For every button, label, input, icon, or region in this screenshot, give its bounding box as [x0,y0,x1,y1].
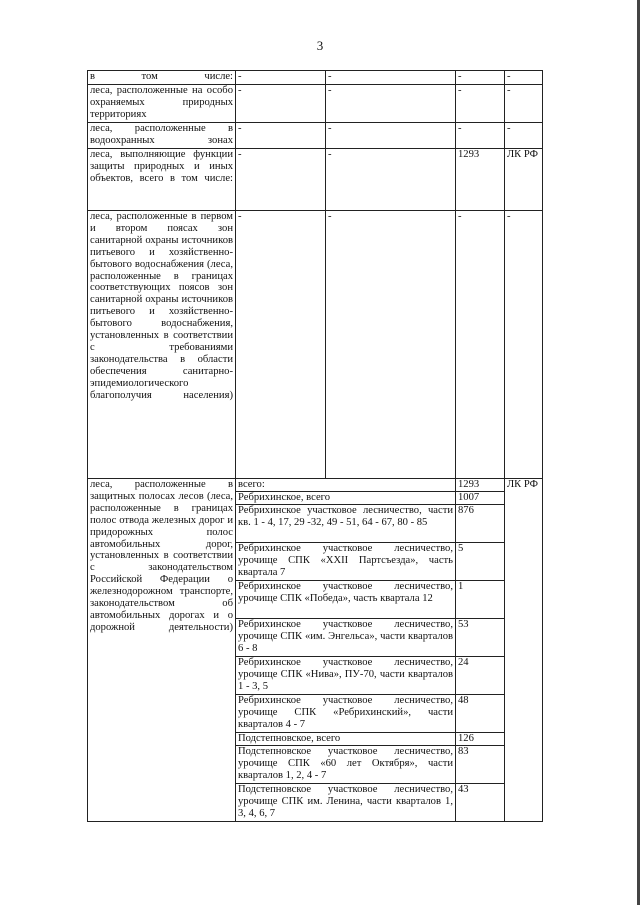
forest-protection-table [87,70,543,822]
cell-value: - [456,85,505,123]
cell-value: - [326,123,456,149]
location-desc: Подстепновское участковое лесничество, урочище СПК «60 лет Октября», части кварталов 1, 2, 4 - 7 [236,745,456,783]
location-desc: Ребрихинское участковое лесничество, урочище СПК «Ребрихинский», части кварталов 4 - 7 [236,694,456,732]
cell-value: - [505,71,543,85]
table-row [88,149,543,211]
table-row [88,85,543,123]
cell-value: - [326,85,456,123]
table-row [88,123,543,149]
location-desc: Ребрихинское участковое лесничество, урочище СПК «Нива», ПУ-70, части кварталов 1 - 3, 5 [236,656,456,694]
area-value: 1293 [456,479,505,492]
cell-value: - [236,71,326,85]
cell-value: - [326,211,456,479]
area-value: 126 [456,732,505,745]
location-desc: Подстепновское, всего [236,732,456,745]
row-name: леса, выполняющие функции защиты природных и иных объектов, всего в том числе: [88,149,236,211]
law-reference: ЛК РФ [505,479,543,822]
cell-value: ЛК РФ [505,149,543,211]
cell-value: - [236,85,326,123]
row-name: леса, расположенные в первом и втором поясах зон санитарной охраны источников питьевого и хозяйственно-бытового водоснабжения (леса, расположенные в границах соответствующих поясов зон санитарной охраны источников питьевого и хозяйственно-бытового водоснабжения, установленных в соответствии с требованиями законодательства в области обеспечения санитарно-эпидемиологического благополучия населения) [88,211,236,479]
location-desc: Подстепновское участковое лесничество, урочище СПК им. Ленина, части кварталов 1, 3, 4, 6, 7 [236,783,456,821]
location-desc: Ребрихинское участковое лесничество, урочище СПК «XXII Партсъезда», часть квартала 7 [236,542,456,580]
cell-value: - [236,123,326,149]
area-value: 1007 [456,491,505,504]
cell-value: - [236,211,326,479]
protective-strip-name: леса, расположенные в защитных полосах лесов (леса, расположенные в границах полос отвода железных дорог и придорожных полос автомобильных дорог, установленных в соответствии с законодательством Российской Федерации о железнодорожном транспорте, законодательством об автомобильных дорогах и о дорожной деятельности) [88,479,236,822]
row-name: леса, расположенные в водоохранных зонах [88,123,236,149]
area-value: 83 [456,745,505,783]
cell-value: - [505,85,543,123]
table-row [88,211,543,479]
cell-value: - [505,123,543,149]
row-name: леса, расположенные на особо охраняемых природных территориях [88,85,236,123]
area-value: 53 [456,618,505,656]
location-desc: Ребрихинское участковое лесничество, урочище СПК «им. Энгельса», части кварталов 6 - 8 [236,618,456,656]
cell-value: - [236,149,326,211]
area-value: 5 [456,542,505,580]
area-value: 24 [456,656,505,694]
row-name: в том числе: [88,71,236,85]
area-value: 876 [456,504,505,542]
area-value: 48 [456,694,505,732]
page-number: 3 [316,38,324,53]
table-row [88,479,543,492]
location-desc: Ребрихинское участковое лесничество, урочище СПК «Победа», часть квартала 12 [236,580,456,618]
location-desc: всего: [236,479,456,492]
location-desc: Ребрихинское, всего [236,491,456,504]
table-row [88,71,543,85]
cell-value: - [326,71,456,85]
cell-value: - [505,211,543,479]
cell-value: - [456,71,505,85]
cell-value: 1293 [456,149,505,211]
cell-value: - [456,211,505,479]
area-value: 43 [456,783,505,821]
area-value: 1 [456,580,505,618]
cell-value: - [456,123,505,149]
location-desc: Ребрихинское участковое лесничество, части кв. 1 - 4, 17, 29 -32, 49 - 51, 64 - 67, 80 - 85 [236,504,456,542]
cell-value: - [326,149,456,211]
